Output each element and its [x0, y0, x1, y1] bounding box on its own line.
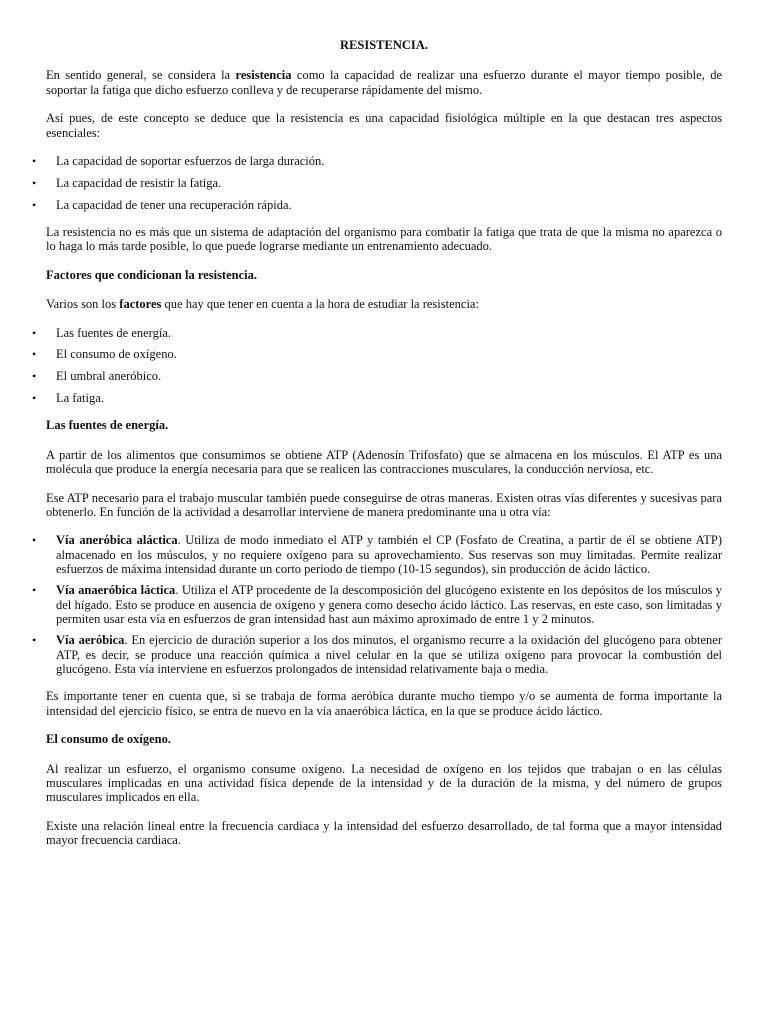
- paragraph-aerobic-note: Es importante tener en cuenta que, si se trabaja de forma aeróbica durante mucho tiempo y/o se aumenta de forma importante la intensidad del ejercicio físico, se entra de nuevo en la vía anaeróbica láctica, en la que se produce ácido láctico.: [46, 689, 722, 718]
- aspects-list: [46, 154, 722, 212]
- via-text: . En ejercicio de duración superior a los dos minutos, el organismo recurre a la oxidación del glucógeno para obtener ATP, es decir, se produce una reacción química a nivel celular en la que se utiliza oxígeno para provocar la combustión del glucógeno. Esta vía interviene en esfuerzos prolongados de intensidad relativamente baja o media.: [56, 633, 722, 676]
- list-item: [46, 633, 722, 676]
- via-name: Vía anerόbica aláctica: [56, 533, 178, 548]
- document-title: RESISTENCIA.: [340, 38, 428, 52]
- list-item: • La fatiga.: [46, 391, 722, 405]
- factors-post: que hay que tener en cuenta a la hora de estudiar la resistencia:: [161, 297, 479, 312]
- factors-pre: Varios son los: [46, 297, 120, 312]
- vias-list: [46, 533, 722, 676]
- paragraph-oxygen: Al realizar un esfuerzo, el organismo consume oxígeno. La necesidad de oxígeno en los tejidos que trabajan o en las células musculares implicadas en una actividad física depende de la intensidad y de la duración de la misma, y del número de grupos musculares implicados en ella.: [46, 761, 722, 805]
- heading-consumo: El consumo de oxígeno.: [46, 732, 172, 747]
- paragraph-atp: A partir de los alimentos que consumimos se obtiene ATP (Adenosín Trifosfato) que se almacena en los músculos. El ATP es una molécula que produce la energía necesaria para que se realicen las contracciones musculares, la conducción nerviosa, etc.: [46, 447, 722, 477]
- via-text: . Utiliza de modo inmediato el ATP y también el CP (Fosfato de Creatina, a partir de él se obtiene ATP) almacenado en los músculos, y no requiere oxígeno para su aprovechamiento. Sus reservas son muy limitadas. Permite realizar esfuerzos de máxima intensidad durante un corto periodo de tiempo (10-15 segundos), sin producción de ácido láctico.: [56, 533, 722, 577]
- list-item: • La capacidad de resistir la fatiga.: [46, 176, 722, 190]
- list-item: [46, 533, 722, 576]
- list-item: • El umbral aneróbico.: [46, 369, 722, 383]
- factors-list: [46, 326, 722, 406]
- list-item: • El consumo de oxígeno.: [46, 347, 722, 361]
- definition-post: como la capacidad de realizar una esfuerzo durante el mayor tiempo posible, de soportar la fatiga que dicho esfuerzo conlleva y de recuperarse rápidamente del mismo.: [46, 68, 722, 97]
- paragraph-definition: [46, 68, 722, 97]
- list-item: • La capacidad de soportar esfuerzos de larga duración.: [46, 154, 722, 168]
- via-text: . Utiliza el ATP procedente de la descomposición del glucógeno existente en los depósitos de los músculos y del hígado. Esto se produce en ausencia de oxígeno y genera como desecho ácido láctico. Las reservas, en este caso, son limitadas y permiten usar esta vía en esfuerzos de gran intensidad hast aun máximo aproximado de entre 1 y 2 minutos.: [56, 583, 722, 627]
- via-name: Vía aeróbica: [56, 633, 125, 648]
- paragraph-factors-intro: [46, 297, 722, 311]
- list-item: • La capacidad de tener una recuperación rápida.: [46, 198, 722, 212]
- heading-factores: Factores que condicionan la resistencia.: [46, 267, 257, 282]
- via-name: Vía anaeróbica láctica: [56, 583, 176, 598]
- factors-bold-term: factores: [119, 297, 162, 312]
- paragraph-heart-rate: Existe una relación lineal entre la frecuencia cardiaca y la intensidad del esfuerzo desarrollado, de tal forma que a mayor intensidad mayor frecuencia cardiaca.: [46, 818, 722, 848]
- list-item: [46, 583, 722, 626]
- paragraph-vias-intro: Ese ATP necesario para el trabajo muscular también puede conseguirse de otras maneras. Existen otras vías diferentes y sucesivas para obtenerlo. En función de la actividad a desarrollar interviene de manera predominante una u otra vía:: [46, 490, 722, 520]
- paragraph-adaptation: La resistencia no es más que un sistema de adaptación del organismo para combatir la fatiga que trata de que la misma no aparezca o lo haga lo más tarde posible, lo que puede lograrse mediante un entrenamiento adecuado.: [46, 225, 722, 254]
- heading-fuentes: Las fuentes de energía.: [46, 418, 169, 433]
- list-item: • Las fuentes de energía.: [46, 326, 722, 340]
- paragraph-aspects-intro: Así pues, de este concepto se deduce que la resistencia es una capacidad fisiológica múltiple en la que destacan tres aspectos esenciales:: [46, 111, 722, 140]
- definition-pre: En sentido general, se considera la: [46, 68, 236, 83]
- definition-bold-term: resistencia: [235, 68, 292, 83]
